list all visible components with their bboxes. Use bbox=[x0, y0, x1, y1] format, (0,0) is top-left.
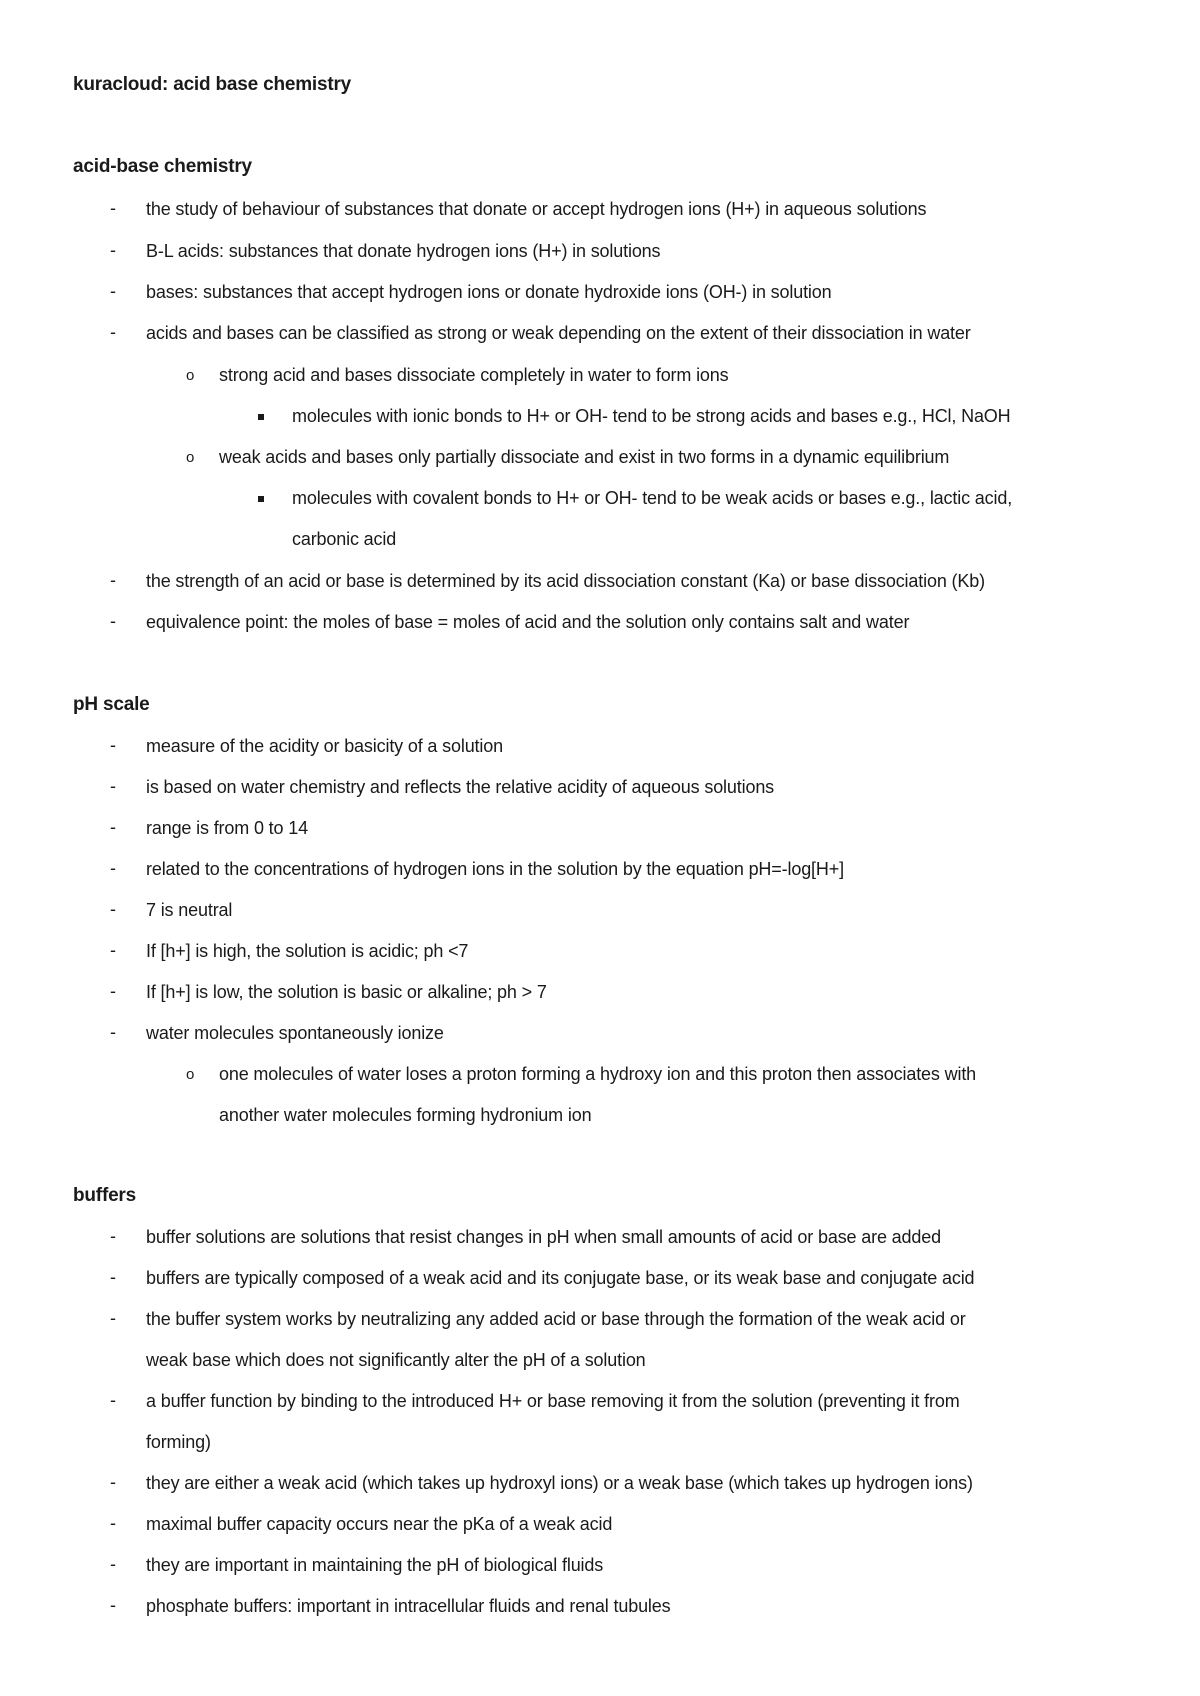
dash-bullet: - bbox=[110, 776, 116, 796]
dash-bullet: - bbox=[110, 1267, 116, 1287]
list-item: the study of behaviour of substances that donate or accept hydrogen ions (H+) in aqueous solutions bbox=[146, 199, 927, 219]
section-heading-acid-base-chemistry: acid-base chemistry bbox=[73, 156, 252, 177]
circle-bullet: o bbox=[186, 449, 195, 466]
circle-bullet: o bbox=[186, 367, 195, 384]
list-item: If [h+] is low, the solution is basic or alkaline; ph > 7 bbox=[146, 982, 547, 1002]
list-item: the strength of an acid or base is determined by its acid dissociation constant (Ka) or base dissociation (Kb) bbox=[146, 571, 985, 591]
list-item-continuation: carbonic acid bbox=[292, 529, 397, 549]
dash-bullet: - bbox=[110, 322, 116, 342]
list-item: a buffer function by binding to the introduced H+ or base removing it from the solution (preventing it from bbox=[146, 1391, 960, 1411]
list-item: B-L acids: substances that donate hydrogen ions (H+) in solutions bbox=[146, 241, 661, 261]
dash-bullet: - bbox=[110, 198, 116, 218]
dash-bullet: - bbox=[110, 858, 116, 878]
dash-bullet: - bbox=[110, 1308, 116, 1328]
dash-bullet: - bbox=[110, 735, 116, 755]
dash-bullet: - bbox=[110, 940, 116, 960]
list-item: molecules with ionic bonds to H+ or OH- tend to be strong acids and bases e.g., HCl, NaOH bbox=[292, 406, 1011, 426]
dash-bullet: - bbox=[110, 1554, 116, 1574]
section-heading-ph-scale: pH scale bbox=[73, 694, 150, 715]
list-item: water molecules spontaneously ionize bbox=[146, 1023, 444, 1043]
list-item: measure of the acidity or basicity of a solution bbox=[146, 736, 503, 756]
square-bullet bbox=[258, 414, 264, 420]
list-item: range is from 0 to 14 bbox=[146, 818, 308, 838]
list-item: bases: substances that accept hydrogen ions or donate hydroxide ions (OH-) in solution bbox=[146, 282, 832, 302]
list-item: weak acids and bases only partially dissociate and exist in two forms in a dynamic equilibrium bbox=[219, 447, 950, 467]
list-item: acids and bases can be classified as strong or weak depending on the extent of their dissociation in water bbox=[146, 323, 971, 343]
dash-bullet: - bbox=[110, 1226, 116, 1246]
list-item: molecules with covalent bonds to H+ or OH- tend to be weak acids or bases e.g., lactic acid, bbox=[292, 488, 1013, 508]
circle-bullet: o bbox=[186, 1066, 195, 1083]
dash-bullet: - bbox=[110, 240, 116, 260]
list-item: they are important in maintaining the pH of biological fluids bbox=[146, 1555, 604, 1575]
list-item: strong acid and bases dissociate completely in water to form ions bbox=[219, 365, 729, 385]
dash-bullet: - bbox=[110, 1390, 116, 1410]
list-item-continuation: another water molecules forming hydronium ion bbox=[219, 1105, 592, 1125]
list-item: 7 is neutral bbox=[146, 900, 233, 920]
dash-bullet: - bbox=[110, 611, 116, 631]
list-item: they are either a weak acid (which takes up hydroxyl ions) or a weak base (which takes up hydrogen ions) bbox=[146, 1473, 973, 1493]
dash-bullet: - bbox=[110, 981, 116, 1001]
list-item: phosphate buffers: important in intracellular fluids and renal tubules bbox=[146, 1596, 671, 1616]
list-item: related to the concentrations of hydrogen ions in the solution by the equation pH=-log[H+] bbox=[146, 859, 844, 879]
list-item: one molecules of water loses a proton forming a hydroxy ion and this proton then associates with bbox=[219, 1064, 977, 1084]
dash-bullet: - bbox=[110, 817, 116, 837]
section-heading-buffers: buffers bbox=[73, 1185, 136, 1206]
list-item: is based on water chemistry and reflects the relative acidity of aqueous solutions bbox=[146, 777, 775, 797]
list-item: equivalence point: the moles of base = moles of acid and the solution only contains salt and water bbox=[146, 612, 910, 632]
dash-bullet: - bbox=[110, 570, 116, 590]
square-bullet bbox=[258, 496, 264, 502]
dash-bullet: - bbox=[110, 1472, 116, 1492]
list-item: If [h+] is high, the solution is acidic; ph <7 bbox=[146, 941, 469, 961]
document-title: kuracloud: acid base chemistry bbox=[73, 74, 352, 95]
list-item: the buffer system works by neutralizing any added acid or base through the formation of the weak acid or bbox=[146, 1309, 966, 1329]
dash-bullet: - bbox=[110, 1513, 116, 1533]
dash-bullet: - bbox=[110, 1595, 116, 1615]
list-item: maximal buffer capacity occurs near the pKa of a weak acid bbox=[146, 1514, 613, 1534]
list-item: buffer solutions are solutions that resist changes in pH when small amounts of acid or base are added bbox=[146, 1227, 941, 1247]
list-item-continuation: weak base which does not significantly alter the pH of a solution bbox=[146, 1350, 646, 1370]
list-item: buffers are typically composed of a weak acid and its conjugate base, or its weak base and conjugate acid bbox=[146, 1268, 975, 1288]
dash-bullet: - bbox=[110, 1022, 116, 1042]
list-item-continuation: forming) bbox=[146, 1432, 211, 1452]
dash-bullet: - bbox=[110, 899, 116, 919]
dash-bullet: - bbox=[110, 281, 116, 301]
